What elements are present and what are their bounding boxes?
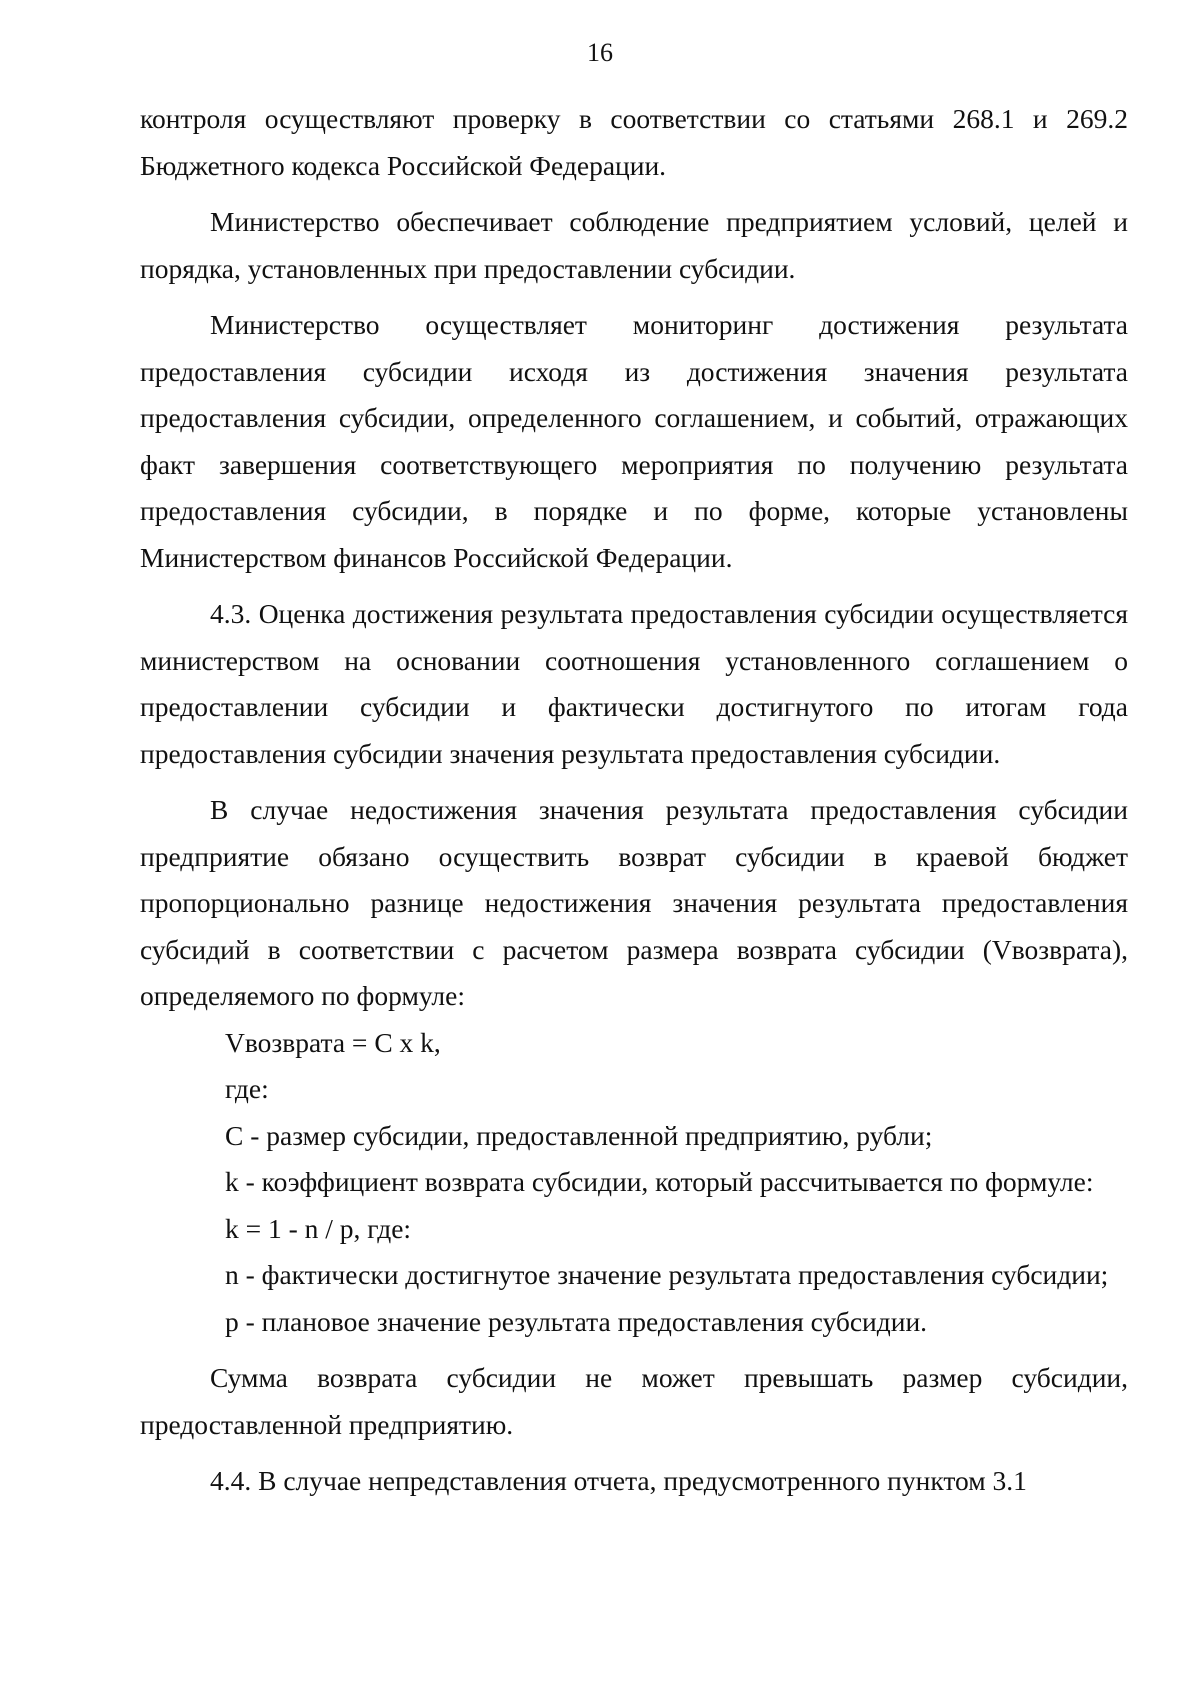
page-number: 16 (587, 38, 613, 67)
paragraph-refund-limit: Сумма возврата субсидии не может превышать размер субсидии, предоставленной предприятию. (140, 1362, 1128, 1440)
definition-p: p - плановое значение результата предоставления субсидии. (225, 1305, 928, 1337)
paragraph-continuation: контроля осуществляют проверку в соответствии со статьями 268.1 и 269.2 Бюджетного кодекса Российской Федерации. (140, 103, 1128, 181)
paragraph-ministry-monitoring: Министерство осуществляет мониторинг достижения результата предоставления субсидии исходя из достижения значения результата предоставления субсидии, определенного соглашением, и событий, отражающих факт завершения соответствующего мероприятия по получению результата предоставления субсидии, в порядке и по форме, которые установлены Министерством финансов Российской Федерации. (140, 309, 1128, 573)
formula-k: k = 1 - n / p, где: (225, 1212, 412, 1244)
definition-n: n - фактически достигнутое значение результата предоставления субсидии; (225, 1259, 1109, 1290)
formula-where: где: (225, 1073, 269, 1104)
formula-refund: Vвозврата = C x k, (225, 1026, 441, 1058)
definition-k: k - коэффициент возврата субсидии, который рассчитывается по формуле: (225, 1166, 1094, 1197)
paragraph-4-4: 4.4. В случае непредставления отчета, предусмотренного пунктом 3.1 (210, 1465, 1027, 1496)
paragraph-ministry-compliance: Министерство обеспечивает соблюдение предприятием условий, целей и порядка, установленных при предоставлении субсидии. (140, 206, 1128, 284)
document-body (140, 96, 1128, 1505)
definition-c: C - размер субсидии, предоставленной предприятию, рубли; (225, 1119, 933, 1151)
paragraph-refund-case: В случае недостижения значения результата предоставления субсидии предприятие обязано осуществить возврат субсидии в краевой бюджет пропорционально разнице недостижения значения результата предоставления субсидий в соответствии с расчетом размера возврата субсидии (Vвозврата), определяемого по формуле: (140, 794, 1128, 1011)
paragraph-4-3: 4.3. Оценка достижения результата предоставления субсидии осуществляется министерством на основании соотношения установленного соглашением о предоставлении субсидии и фактически достигнутого по итогам года предоставления субсидии значения результата предоставления субсидии. (140, 598, 1128, 769)
